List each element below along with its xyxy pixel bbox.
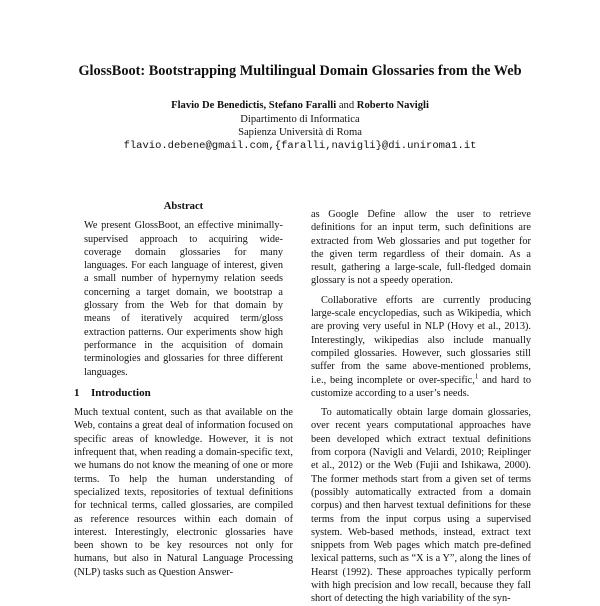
right-paragraph-2 [311, 294, 531, 400]
author-names-line [0, 99, 600, 113]
right-paragraph-2-end: and hard to customize according to a user’s needs. [311, 374, 531, 399]
author-last-name: Roberto Navigli [356, 100, 429, 111]
intro-paragraph: Much textual content, such as that available on the Web, contains a great deal of information focused on specific areas of knowledge. However, it is not infrequent that, when reading a domain-specific text, we humans do not know the meaning of one or more terms. To help the human understanding of specialized texts, repositories of textual definitions for technical terms, called glossaries, are compiled as reference resources within each domain of interest. Interestingly, electronic glossaries have been shown to be key resources not only for humans, but also in Natural Language Processing (NLP) tasks such as Question Answer- [74, 407, 293, 578]
author-email: flavio.debene@gmail.com,{faralli,navigli}@di.uniroma1.it [123, 139, 477, 152]
footnote-marker: 1 [474, 372, 479, 381]
paper-title: GlossBoot: Bootstrapping Multilingual Domain Glossaries from the Web [78, 63, 522, 79]
author-department: Dipartimento di Informatica [240, 113, 360, 125]
right-paragraph-3: To automatically obtain large domain glossaries, over recent years computational approaches have been developed which extract textual definitions from corpora (Navigli and Velardi, 2010; Reiplinger et al., 2012) or the Web (Fujii and Ishikawa, 2000). The former methods start from a given set of terms (possibly automatically extracted from a domain corpus) and then harvest textual definitions for these terms from the input corpus using a supervised system. Web-based methods, instead, extract text snippets from Web pages which match pre-defined lexical patterns, such as “X is a Y”, along the lines of Hearst (1992). These approaches typically perform with high precision and low recall, because they fall short of detecting the high variability of the syn- [311, 407, 531, 605]
left-column [74, 200, 293, 579]
section-title: Introduction [91, 386, 151, 399]
section-number: 1 [74, 386, 80, 399]
right-column [311, 208, 531, 606]
right-paragraph-2-text: Collaborative efforts are currently producing large-scale encyclopedias, such as Wikipedia, which are proving very useful in NLP (Hovy et al., 2013). Interestingly, wikipedias also include manually compiled glossaries. However, such glossaries still suffer from the same above-mentioned problems, i.e., being incomplete or over-specific, [311, 294, 531, 386]
author-and: and [338, 100, 355, 111]
section-heading [74, 387, 293, 400]
right-paragraph-1: as Google Define allow the user to retrieve definitions for an input term, such definitions are extracted from Web glossaries and put together for the given term regardless of their domain. As a result, gathering a large-scale, full-fledged domain glossary is not a speedy operation. [311, 209, 531, 287]
author-university: Sapienza Università di Roma [238, 127, 362, 138]
abstract-text: We present GlossBoot, an effective minimally-supervised approach to acquiring wide-coverage domain glossaries for many languages. For each language of interest, given a small number of hypernymy relation seeds concerning a target domain, we bootstrap a glossary from the Web for that domain by means of iteratively acquired term/gloss extraction patterns. Our experiments show high performance in the acquisition of domain terminologies and glossaries for three different languages. [84, 220, 283, 378]
author-names: Flavio De Benedictis, Stefano Faralli [171, 100, 337, 111]
abstract-heading: Abstract [163, 201, 204, 212]
author-block [0, 99, 600, 153]
